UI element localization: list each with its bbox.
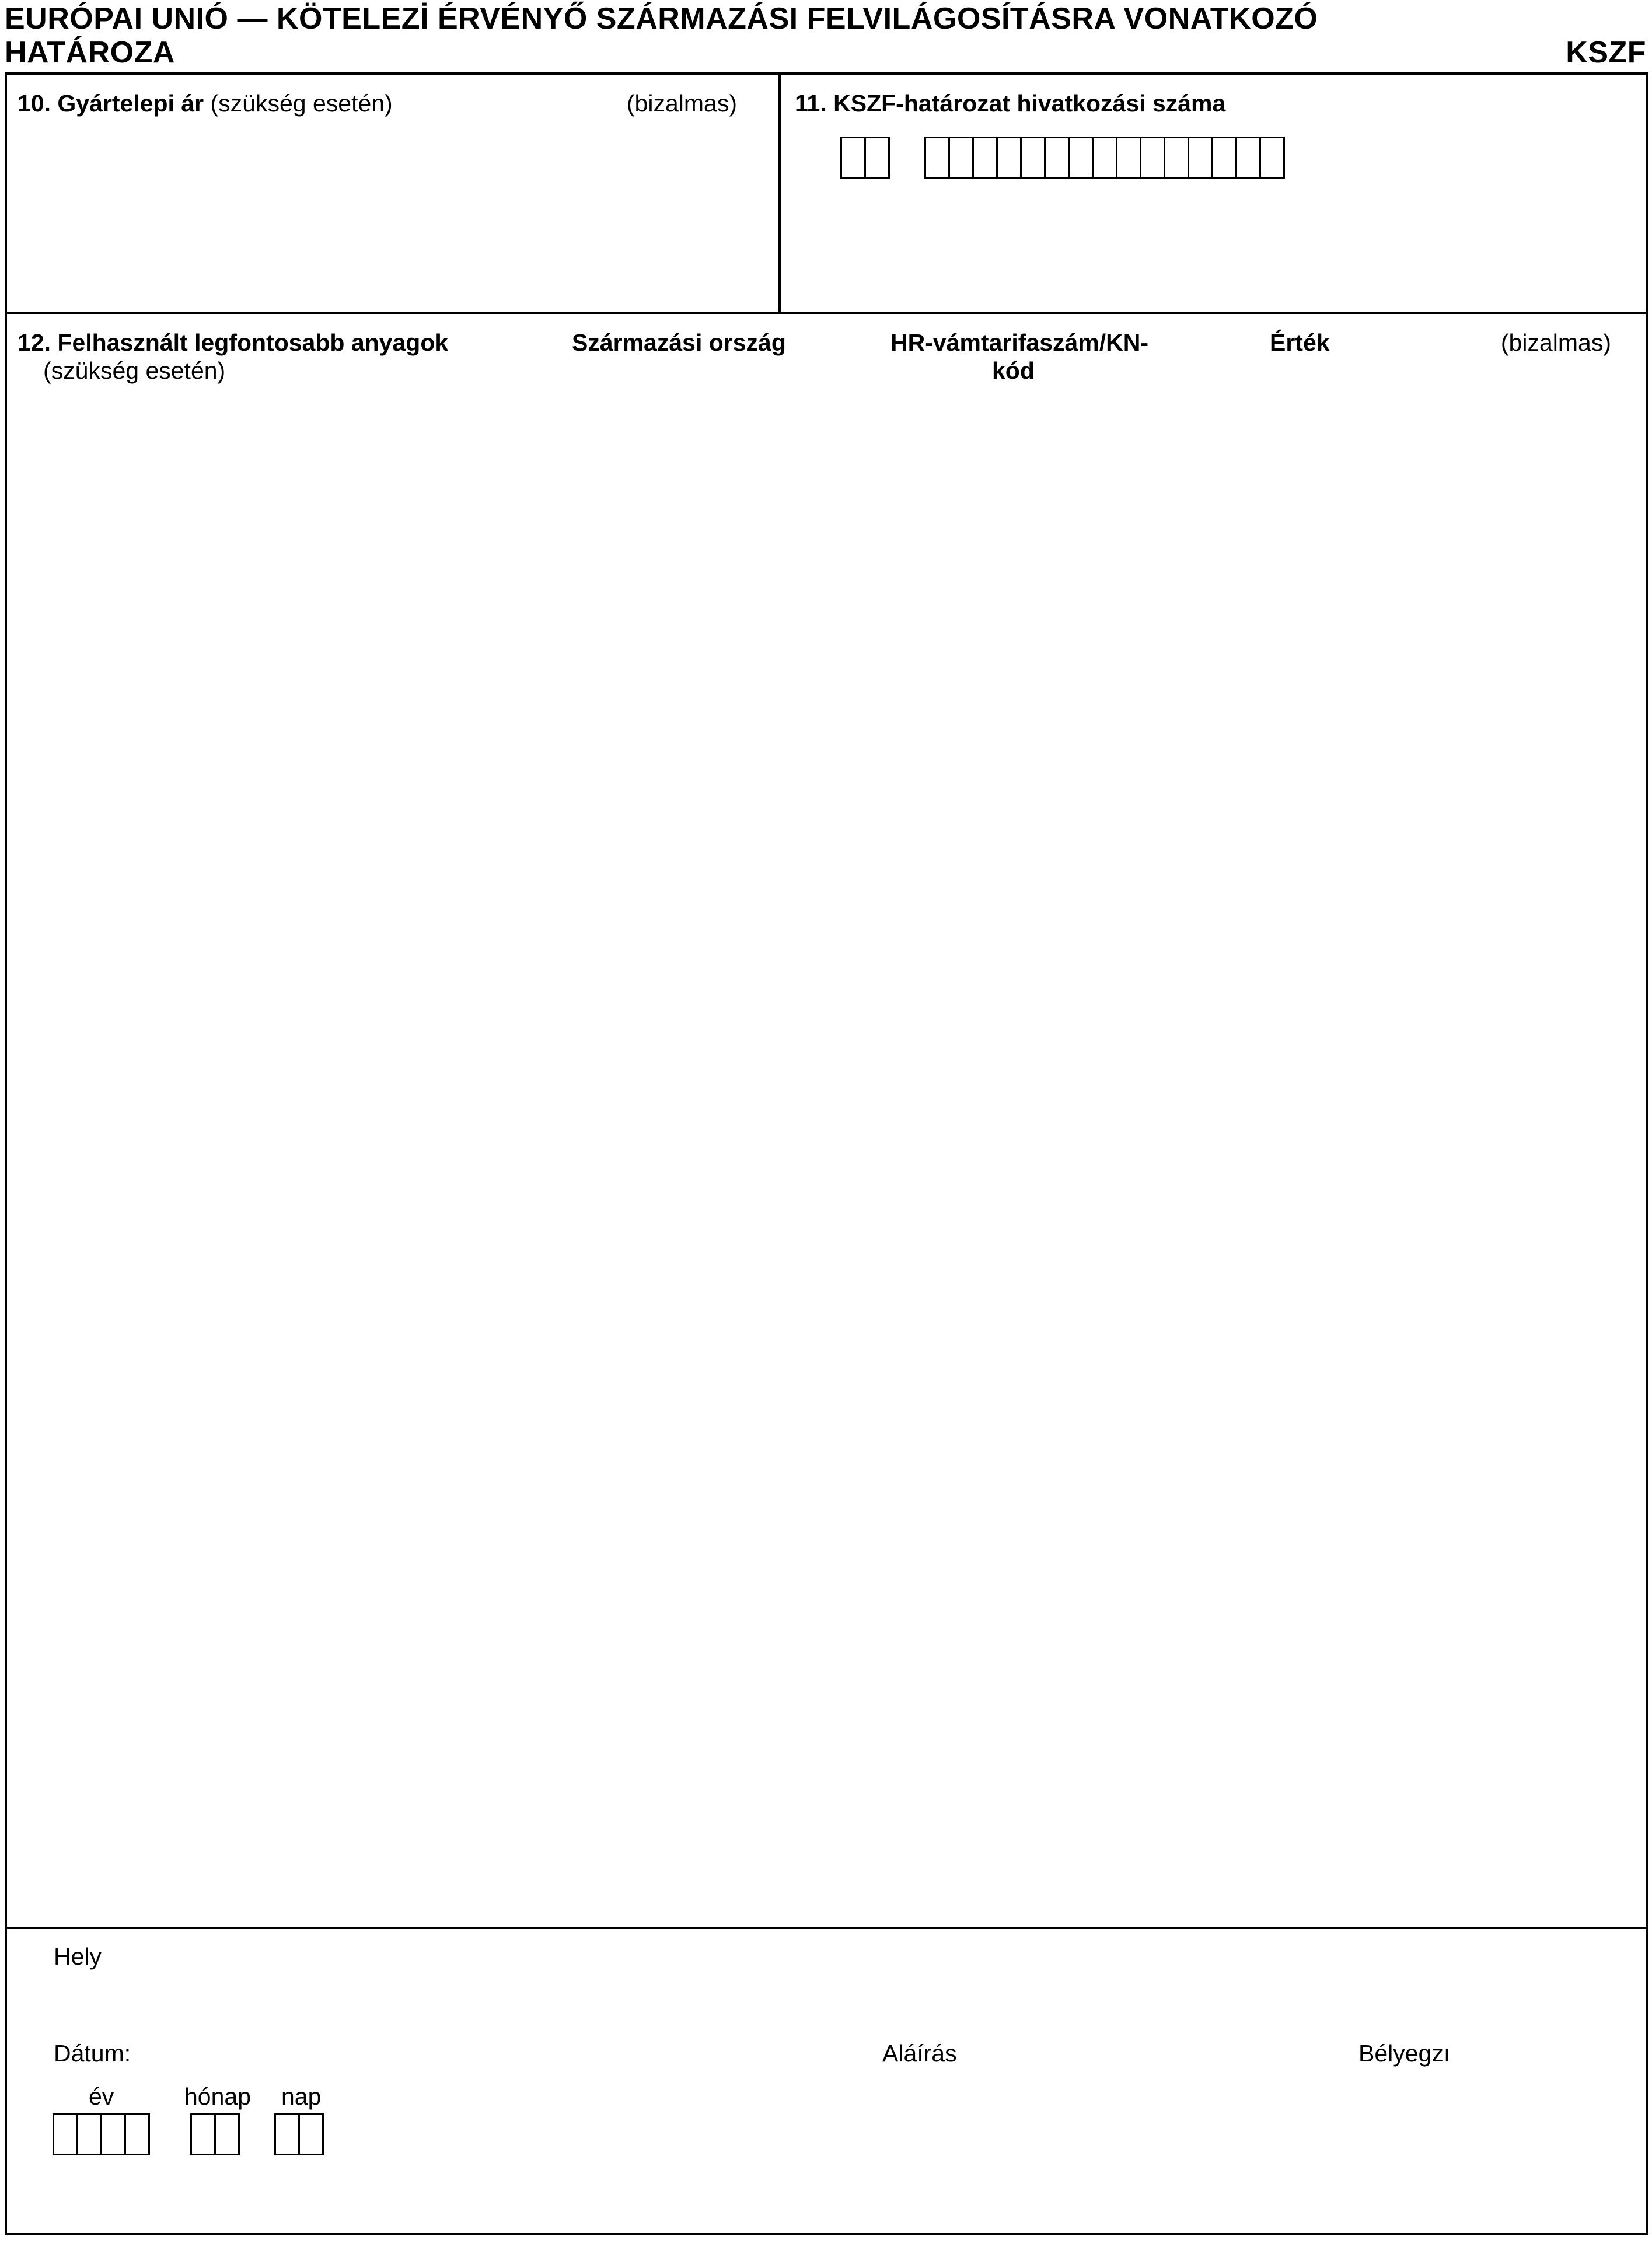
- box10-qualifier: (szükség esetén): [210, 90, 393, 117]
- date-day-cells[interactable]: [274, 2113, 324, 2155]
- reference-number-cell[interactable]: [1020, 137, 1046, 179]
- reference-number-cell[interactable]: [1068, 137, 1094, 179]
- reference-number-cell[interactable]: [948, 137, 974, 179]
- date-year-cells[interactable]: [53, 2113, 150, 2155]
- date-month-cell[interactable]: [214, 2113, 240, 2155]
- box10-heading: [18, 90, 393, 117]
- signature-label: Aláírás: [882, 2040, 957, 2067]
- form-title-line1: EURÓPAI UNIÓ — KÖTELEZİ ÉRVÉNYŐ SZÁRMAZÁSI FELVILÁGOSÍTÁSRA VONATKOZÓ: [5, 2, 1318, 36]
- year-label: év: [89, 2083, 114, 2110]
- day-label: nap: [281, 2083, 322, 2110]
- stamp-area: [1354, 2071, 1634, 2223]
- date-year-cell[interactable]: [76, 2113, 102, 2155]
- date-label: Dátum:: [54, 2040, 131, 2067]
- box12-materials-label: Felhasznált legfontosabb anyagok: [57, 329, 449, 356]
- date-month-cell[interactable]: [190, 2113, 216, 2155]
- box11-number: 11.: [795, 90, 827, 117]
- reference-number-cell[interactable]: [924, 137, 950, 179]
- reference-prefix-cells[interactable]: [840, 137, 890, 179]
- reference-prefix-cell[interactable]: [840, 137, 866, 179]
- divider-box10-box11: [778, 74, 781, 313]
- date-year-cell[interactable]: [100, 2113, 126, 2155]
- box11-heading: [795, 90, 1225, 117]
- date-month-cells[interactable]: [190, 2113, 240, 2155]
- box12-col-materials: [18, 329, 448, 356]
- reference-number-cell[interactable]: [1259, 137, 1285, 179]
- reference-number-cell[interactable]: [1164, 137, 1189, 179]
- reference-number-cell[interactable]: [1188, 137, 1213, 179]
- box10-confidential: (bizalmas): [626, 90, 737, 117]
- reference-number-cell[interactable]: [1211, 137, 1237, 179]
- reference-number-cell[interactable]: [1140, 137, 1165, 179]
- reference-number-cell[interactable]: [996, 137, 1022, 179]
- place-label: Hely: [54, 1943, 102, 1970]
- box12-col-value: Érték: [1270, 329, 1330, 356]
- box12-col-hs-line1: HR-vámtarifaszám/KN-: [890, 329, 1149, 356]
- box12-col-hs-line2: kód: [992, 357, 1035, 384]
- box12-col-origin: Származási ország: [572, 329, 786, 356]
- reference-number-cells[interactable]: [924, 137, 1285, 179]
- form-code: KSZF: [1566, 36, 1646, 69]
- reference-number-cell[interactable]: [1116, 137, 1141, 179]
- stamp-label: Bélyegzı: [1358, 2040, 1451, 2067]
- box12-number: 12.: [18, 329, 51, 356]
- reference-number-cell[interactable]: [1235, 137, 1261, 179]
- date-year-cell[interactable]: [124, 2113, 150, 2155]
- reference-number-cell[interactable]: [1044, 137, 1070, 179]
- signature-area[interactable]: [875, 2071, 1284, 2223]
- date-day-cell[interactable]: [298, 2113, 324, 2155]
- form-title-line2: HATÁROZA: [5, 36, 175, 69]
- box10-input-area[interactable]: [12, 128, 770, 303]
- reference-number-cell[interactable]: [1092, 137, 1117, 179]
- box12-materials-sub: (szükség esetén): [43, 357, 226, 384]
- reference-prefix-cell[interactable]: [864, 137, 890, 179]
- divider-footer-top: [6, 1927, 1647, 1929]
- box12-confidential: (bizalmas): [1500, 329, 1611, 356]
- divider-box12-top: [6, 312, 1647, 314]
- box10-label: Gyártelepi ár: [57, 90, 204, 117]
- box10-number: 10.: [18, 90, 51, 117]
- box12-input-area[interactable]: [12, 397, 1640, 1920]
- date-day-cell[interactable]: [274, 2113, 300, 2155]
- box11-label: KSZF-határozat hivatkozási száma: [833, 90, 1226, 117]
- month-label: hónap: [184, 2083, 252, 2110]
- reference-number-cell[interactable]: [972, 137, 998, 179]
- date-year-cell[interactable]: [53, 2113, 78, 2155]
